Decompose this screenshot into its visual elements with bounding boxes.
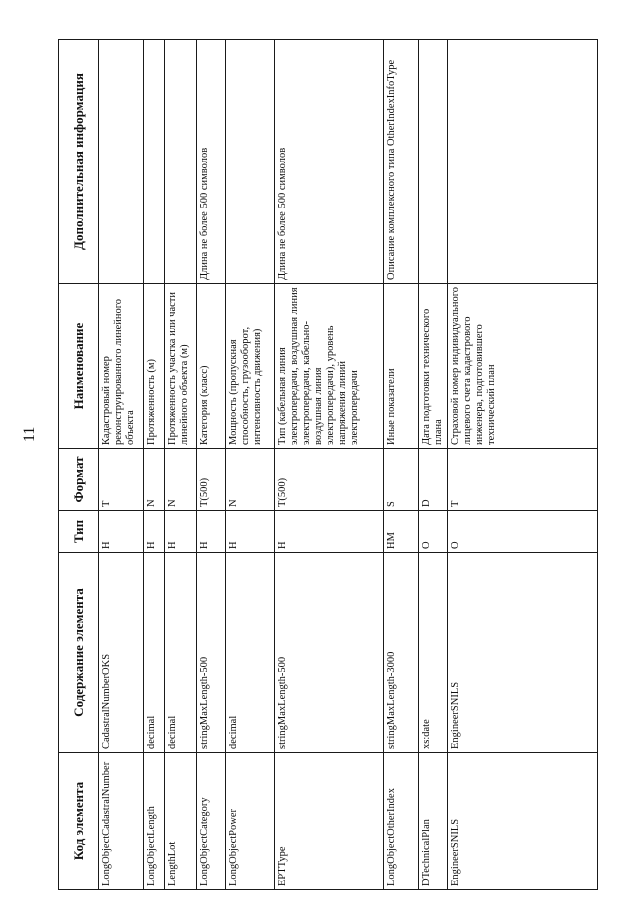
cell-name: Протяженность участка или части линейного объекта (м) [165,284,197,449]
table-header-row [59,40,99,890]
table-row [275,40,384,890]
page-number: 11 [21,426,38,442]
cell-content: stringMaxLength-500 [275,553,384,753]
cell-format: T(500) [275,449,384,511]
table-row [144,40,165,890]
cell-name: Тип (кабельная линия электропередачи, воздушная линия электропередачи, кабельно-воздушная линия электропередачи), уровень напряжения линий электропередачи [275,284,384,449]
cell-format: N [144,449,165,511]
cell-type: Н [275,511,384,553]
table-row [197,40,226,890]
cell-name: Кадастровый номер реконструированного линейного объекта [99,284,144,449]
cell-type: НМ [384,511,419,553]
cell-extra [419,40,448,284]
header-format: Формат [59,449,99,511]
cell-extra [99,40,144,284]
cell-content: xs:date [419,553,448,753]
cell-type: Н [197,511,226,553]
element-spec-table [58,39,598,890]
cell-type: Н [99,511,144,553]
header-code: Код элемента [59,753,99,890]
cell-extra: Длина не более 500 символов [275,40,384,284]
cell-type: Н [144,511,165,553]
header-extra: Дополнительная информация [59,40,99,284]
cell-type: Н [165,511,197,553]
cell-name: Дата подготовки технического плана [419,284,448,449]
cell-name: Протяженность (м) [144,284,165,449]
cell-code: LengthLot [165,753,197,890]
cell-content: CadastralNumberOKS [99,553,144,753]
cell-extra [448,40,598,284]
cell-name: Страховой номер индивидуального лицевого счета кадастрового инженера, подготовившего технический план [448,284,598,449]
table-row [165,40,197,890]
cell-code: LongObjectOtherIndex [384,753,419,890]
cell-code: LongObjectCategory [197,753,226,890]
cell-code: LongObjectLength [144,753,165,890]
cell-content: stringMaxLength-500 [197,553,226,753]
table-row [419,40,448,890]
cell-format: T(500) [197,449,226,511]
cell-type: О [419,511,448,553]
header-content: Содержание элемента [59,553,99,753]
cell-name: Мощность (пропускная способность, грузооборот, интенсивность движения) [226,284,275,449]
rotated-table-container [58,40,590,890]
cell-extra: Описание комплексного типа OtherIndexInfoType [384,40,419,284]
cell-code: LongObjectPower [226,753,275,890]
cell-content: decimal [165,553,197,753]
header-name: Наименование [59,284,99,449]
cell-extra [165,40,197,284]
cell-code: EngineerSNILS [448,753,598,890]
cell-code: EPTType [275,753,384,890]
cell-code: DTechnicalPlan [419,753,448,890]
cell-code: LongObjectCadastralNumber [99,753,144,890]
table-row [384,40,419,890]
cell-format: N [226,449,275,511]
cell-content: stringMaxLength-3000 [384,553,419,753]
table-row [448,40,598,890]
cell-extra [226,40,275,284]
cell-format: N [165,449,197,511]
header-type: Тип [59,511,99,553]
cell-name: Категория (класс) [197,284,226,449]
cell-format: D [419,449,448,511]
cell-format: S [384,449,419,511]
cell-extra: Длина не более 500 символов [197,40,226,284]
table-row [99,40,144,890]
cell-content: decimal [144,553,165,753]
cell-content: EngineerSNILS [448,553,598,753]
cell-format: T [99,449,144,511]
cell-name: Иные показатели [384,284,419,449]
cell-format: T [448,449,598,511]
cell-type: О [448,511,598,553]
table-row [226,40,275,890]
cell-type: Н [226,511,275,553]
cell-content: decimal [226,553,275,753]
cell-extra [144,40,165,284]
